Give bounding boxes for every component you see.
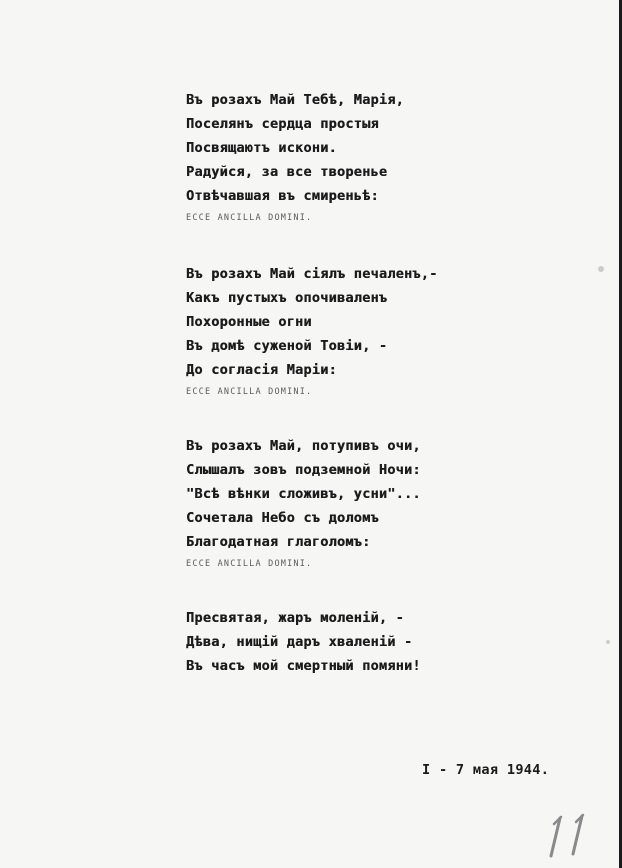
handwritten-folio-number: [544, 812, 594, 860]
stanza-4: [186, 606, 421, 678]
stanza-3-line-3: "Всѣ вѣнки сложивъ, усни"...: [186, 486, 421, 502]
paper-speck: [598, 266, 604, 272]
stanza-1-line-2: Поселянъ сердца простыя: [186, 116, 379, 132]
date-line: I - 7 мая 1944.: [422, 762, 550, 778]
stanza-1-line-3: Посвящаютъ искони.: [186, 140, 337, 156]
stanza-1-line-4: Радуйся, за все творенье: [186, 164, 388, 180]
stanza-1-line-5: Отвѣчавшая въ смиреньѣ:: [186, 188, 379, 204]
stanza-1-line-1: Въ розахъ Май Тебѣ, Марія,: [186, 92, 404, 108]
stanza-3-line-4: Сочетала Небо съ доломъ: [186, 510, 379, 526]
stanza-2-line-5: До согласія Маріи:: [186, 362, 337, 378]
stanza-1: [186, 88, 404, 227]
stanza-3-refrain: ECCE ANCILLA DOMINI.: [186, 559, 313, 569]
stanza-4-line-3: Въ часъ мой смертный помяни!: [186, 658, 421, 674]
stanza-3-line-5: Благодатная глаголомъ:: [186, 534, 371, 550]
stanza-3-line-1: Въ розахъ Май, потупивъ очи,: [186, 438, 421, 454]
stanza-1-refrain: ECCE ANCILLA DOMINI.: [186, 213, 313, 223]
stanza-2-refrain: ECCE ANCILLA DOMINI.: [186, 387, 313, 397]
stanza-2-line-4: Въ домѣ суженой Товіи, -: [186, 338, 388, 354]
folio-number-handwriting-icon: [544, 812, 594, 860]
stanza-4-line-2: Дѣва, нищій даръ хваленій -: [186, 634, 413, 650]
stanza-2-line-1: Въ розахъ Май сіялъ печаленъ,-: [186, 266, 438, 282]
stanza-3: [186, 434, 421, 573]
stanza-2-line-2: Какъ пустыхъ опочиваленъ: [186, 290, 388, 306]
stanza-3-line-2: Слышалъ зовъ подземной Ночи:: [186, 462, 421, 478]
paper-speck: [606, 640, 610, 644]
stanza-4-line-1: Пресвятая, жаръ моленій, -: [186, 610, 404, 626]
stanza-2: [186, 262, 438, 401]
stanza-2-line-3: Похоронные огни: [186, 314, 312, 330]
